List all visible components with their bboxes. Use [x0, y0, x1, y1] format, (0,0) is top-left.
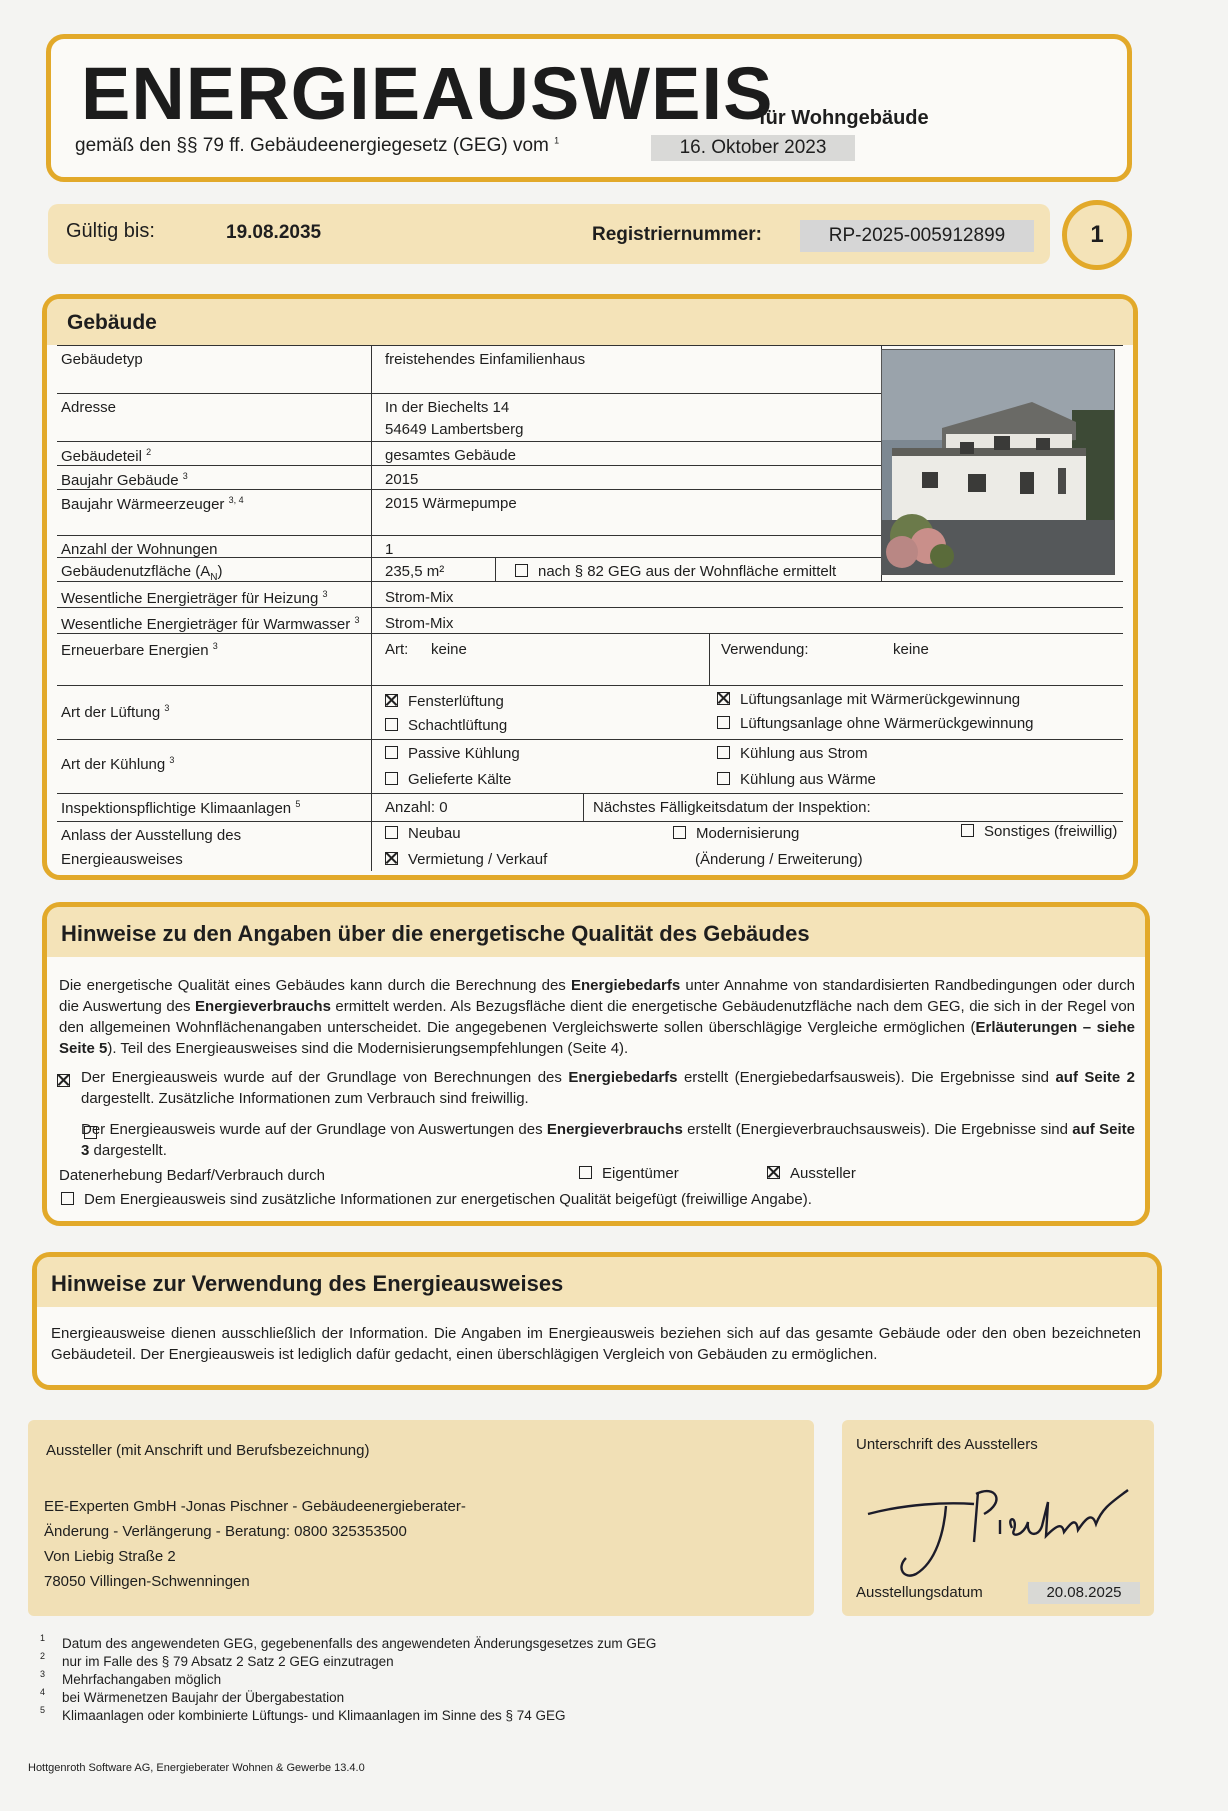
area-option-label: nach § 82 GEG aus der Wohnfläche ermittelt — [538, 563, 837, 580]
text: ). Teil des Energieausweises sind die Modernisierungsempfehlungen (Seite 4). — [107, 1040, 629, 1057]
text: dargestellt. — [89, 1142, 167, 1159]
law-text: gemäß den §§ 79 ff. Gebäudeenergiegesetz (GEG) vom — [75, 135, 549, 156]
usage-hints-header — [37, 1257, 1157, 1307]
checkbox[interactable] — [717, 772, 730, 785]
text: Erläuterungen – siehe Seite 5 — [59, 1019, 1136, 1057]
footnote-ref: 3 — [212, 641, 218, 651]
row-label: Gebäudenutzfläche $(A_N)$ — [61, 563, 223, 583]
document-title: ENERGIEAUSWEIS — [81, 52, 774, 135]
option-label: Kühlung aus Strom — [740, 745, 868, 762]
checkbox[interactable] — [717, 716, 730, 729]
option-modernisation[interactable] — [673, 825, 799, 842]
option-label: Vermietung / Verkauf — [408, 851, 548, 868]
text: ermittelt werden. Als Bezugsfläche dient die energetische Gebäudenutzfläche nach dem GEG, die sich in der Regel von den allgemeinen Wohnflächenangaben unterscheidet. Die angegebenen Vergleichswerte sollen überschlägige Vergleiche ermöglichen ( — [59, 998, 1136, 1036]
option-label: Eigentümer — [602, 1165, 679, 1182]
row-label — [61, 495, 244, 513]
table-line — [371, 345, 372, 871]
text: auf Seite 3 — [81, 1121, 1135, 1159]
footnote-ref: 2 — [146, 447, 152, 457]
footnote-ref: 3 — [354, 615, 360, 625]
row-label-text: Wesentliche Energieträger für Warmwasser — [61, 616, 351, 633]
consumption-certificate-text — [81, 1119, 1135, 1161]
checkbox[interactable] — [961, 824, 974, 837]
option-window-ventilation[interactable] — [385, 693, 504, 710]
registration-label: Registriernummer: — [592, 224, 762, 245]
row-value: 2015 Wärmepumpe — [385, 495, 517, 512]
row-label — [61, 703, 169, 721]
footnote-text: nur im Falle des § 79 Absatz 2 Satz 2 GEG einzutragen — [62, 1654, 394, 1669]
footnote-text: Mehrfachangaben möglich — [62, 1672, 222, 1687]
page-number-badge: 1 — [1062, 200, 1132, 270]
table-line — [57, 489, 883, 490]
checkbox-checked[interactable] — [385, 852, 398, 865]
row-label-text: Gebäudeteil — [61, 448, 142, 465]
table-line — [57, 393, 883, 394]
issue-date: 20.08.2025 — [1028, 1582, 1140, 1604]
row-label — [61, 755, 174, 773]
house-image — [882, 350, 1114, 574]
row-label-line1: Anlass der Ausstellung des — [61, 827, 242, 844]
issuer-line: Von Liebig Straße 2 — [44, 1548, 176, 1565]
modernisation-detail: (Änderung / Erweiterung) — [695, 851, 863, 868]
issue-date-label: Ausstellungsdatum — [856, 1584, 983, 1601]
law-footnote-ref: 1 — [554, 135, 560, 146]
footnote-ref: 3 — [182, 471, 188, 481]
option-label: Aussteller — [790, 1165, 856, 1182]
table-line — [57, 739, 1123, 740]
checkbox[interactable] — [673, 826, 686, 839]
row-value-line2: 54649 Lambertsberg — [385, 421, 524, 438]
footnote-ref: 3 — [164, 703, 170, 713]
option-label: Lüftungsanlage mit Wärmerückgewinnung — [740, 691, 1021, 708]
table-line — [57, 465, 883, 466]
row-label — [61, 615, 359, 633]
survey-label: Datenerhebung Bedarf/Verbrauch durch — [59, 1167, 326, 1184]
option-passive-cooling[interactable] — [385, 745, 520, 762]
option-owner[interactable] — [579, 1165, 679, 1182]
area-option[interactable] — [515, 563, 836, 580]
option-cooling-electric[interactable] — [717, 745, 868, 762]
checkbox[interactable] — [515, 564, 528, 577]
row-value: 2015 — [385, 471, 419, 488]
valid-until-date: 19.08.2035 — [226, 222, 322, 243]
building-section — [42, 294, 1138, 880]
option-cooling-heat[interactable] — [717, 771, 876, 788]
table-line — [583, 793, 584, 821]
signature-image — [866, 1472, 1136, 1582]
row-value: 1 — [385, 541, 394, 558]
option-label: Lüftungsanlage ohne Wärmerückgewinnung — [740, 715, 1034, 732]
row-label-text: Wesentliche Energieträger für Heizung — [61, 590, 319, 607]
building-section-header — [47, 299, 1133, 345]
row-label-text: Erneuerbare Energien — [61, 642, 209, 659]
row-label: Gebäudetyp — [61, 351, 143, 368]
row-label-text: Baujahr Gebäude — [61, 472, 179, 489]
text: Energieverbrauchs — [546, 1121, 683, 1138]
validity-bar — [48, 204, 1050, 264]
row-value: Strom-Mix — [385, 615, 454, 632]
signature-box — [842, 1420, 1154, 1616]
row-value: gesamtes Gebäude — [385, 447, 516, 464]
law-date: 16. Oktober 2023 — [651, 135, 855, 161]
table-line — [495, 557, 496, 581]
footnote-ref: 3 — [169, 755, 175, 765]
row-label: Anzahl der Wohnungen — [61, 541, 218, 558]
usage-hints-section — [32, 1252, 1162, 1390]
text: Die energetische Qualität eines Gebäudes kann durch die Berechnung des — [59, 977, 571, 994]
option-label: Kühlung aus Wärme — [740, 771, 876, 788]
document-header — [46, 34, 1132, 182]
renewable-type-label: Art: — [385, 641, 409, 658]
table-line — [57, 633, 1123, 634]
table-line — [57, 535, 883, 536]
checkbox[interactable] — [717, 746, 730, 759]
footnote — [40, 1705, 566, 1723]
text: Energieverbrauchs — [195, 998, 331, 1015]
option-ventilation-without-recovery[interactable] — [717, 715, 1034, 732]
quality-intro — [59, 975, 1135, 1059]
option-label: Modernisierung — [696, 825, 800, 842]
option-label: Dem Energieausweis sind zusätzliche Informationen zur energetischen Qualität beigefügt (freiwillige Angabe). — [84, 1191, 812, 1208]
valid-until-label: Gültig bis: — [66, 220, 155, 242]
renewable-type: keine — [431, 641, 467, 658]
option-label: Fensterlüftung — [408, 693, 504, 710]
table-line — [57, 345, 1123, 346]
row-label-text: Art der Kühlung — [61, 756, 166, 773]
option-label: Passive Kühlung — [408, 745, 520, 762]
law-reference — [75, 135, 559, 157]
option-other[interactable] — [961, 823, 1117, 840]
footnote — [40, 1651, 394, 1669]
text: erstellt (Energiebedarfsausweis). Die Ergebnisse sind — [677, 1069, 1056, 1086]
checkbox-checked[interactable] — [767, 1166, 780, 1179]
text: unter Annahme von standardisierten Randbedingungen oder durch die Auswertung des — [59, 977, 1135, 1015]
usage-hints-title: Hinweise zur Verwendung des Energieausweises — [51, 1271, 564, 1296]
table-line — [57, 685, 1123, 686]
option-label: Sonstiges (freiwillig) — [984, 823, 1118, 840]
issuer-line: EE-Experten GmbH -Jonas Pischner - Gebäudeenergieberater- — [44, 1498, 466, 1515]
building-photo — [881, 349, 1115, 575]
row-label — [61, 799, 300, 817]
row-value: In der Biechelts 14 — [385, 399, 510, 416]
registration-number: RP-2025-005912899 — [800, 220, 1034, 252]
option-label: Neubau — [408, 825, 461, 842]
footnote-number: 3 — [40, 1669, 46, 1679]
document-subtitle: für Wohngebäude — [759, 107, 929, 129]
handwritten-signature — [866, 1472, 1136, 1587]
footnote-ref: 5 — [295, 799, 301, 809]
area-subscript: N — [210, 572, 218, 583]
signature-label: Unterschrift des Ausstellers — [856, 1436, 1038, 1453]
text: auf Seite 2 — [1055, 1069, 1135, 1086]
footnote-number: 1 — [40, 1633, 46, 1643]
row-value: Strom-Mix — [385, 589, 454, 606]
issuer-label: Aussteller (mit Anschrift und Berufsbezeichnung) — [46, 1442, 370, 1459]
checkbox[interactable] — [385, 826, 398, 839]
usage-hints-text: Energieausweise dienen ausschließlich der Information. Die Angaben im Energieausweis beziehen sich auf das gesamte Gebäude oder den oben bezeichneten Gebäudeteil. Der Energieausweis ist lediglich dafür gedacht, einen überschlägigen Vergleich von Gebäuden zu ermöglichen. — [51, 1325, 1141, 1363]
footnote-text: Klimaanlagen oder kombinierte Lüftungs- und Klimaanlagen im Sinne des § 74 GEG — [62, 1708, 566, 1723]
text: Energiebedarfs — [568, 1069, 678, 1086]
option-rent-sale[interactable] — [385, 851, 547, 868]
option-new-building[interactable] — [385, 825, 461, 842]
quality-hints-title: Hinweise zu den Angaben über die energetische Qualität des Gebäudes — [61, 921, 810, 946]
building-section-title: Gebäude — [67, 311, 157, 334]
footnote-text: Datum des angewendeten GEG, gegebenenfalls des angewendeten Änderungsgesetzes zum GEG — [62, 1636, 657, 1651]
row-value: 235,5 m² — [385, 563, 445, 580]
checkbox-checked[interactable] — [717, 692, 730, 705]
footnote-ref: 3, 4 — [228, 495, 244, 505]
footnote — [40, 1669, 222, 1687]
issuer-box — [28, 1420, 814, 1616]
ac-next-inspection: Nächstes Fälligkeitsdatum der Inspektion: — [593, 799, 871, 816]
row-value: freistehendes Einfamilienhaus — [385, 351, 586, 368]
option-label: Schachtlüftung — [408, 717, 508, 734]
checkbox-demand-certificate[interactable] — [57, 1074, 70, 1087]
renewable-use: keine — [893, 641, 929, 658]
demand-certificate-text — [81, 1067, 1135, 1109]
footnote-number: 2 — [40, 1651, 46, 1661]
table-line — [57, 821, 1123, 822]
checkbox[interactable] — [579, 1166, 592, 1179]
footnote — [40, 1687, 345, 1705]
row-label: Adresse — [61, 399, 117, 416]
option-extra-info[interactable] — [61, 1191, 812, 1208]
issuer-line: Änderung - Verlängerung - Beratung: 0800 325353500 — [44, 1523, 407, 1540]
table-line — [57, 607, 1123, 608]
text: erstellt (Energieverbrauchsausweis). Die Ergebnisse sind — [682, 1121, 1073, 1138]
option-delivered-cold[interactable] — [385, 771, 511, 788]
row-label — [61, 641, 218, 659]
option-issuer[interactable] — [767, 1165, 856, 1182]
text: Der Energieausweis wurde auf der Grundlage von Auswertungen des — [81, 1121, 547, 1138]
footnote — [40, 1633, 657, 1651]
row-label-text: Inspektionspflichtige Klimaanlagen — [61, 800, 292, 817]
row-label-text: Gebäudenutzfläche (A — [61, 563, 211, 580]
row-label-text: Baujahr Wärmeerzeuger — [61, 496, 225, 513]
option-ventilation-with-recovery[interactable] — [717, 691, 1020, 708]
issuer-address — [44, 1494, 466, 1594]
footnote-number: 4 — [40, 1687, 46, 1697]
checkbox[interactable] — [61, 1192, 74, 1205]
checkbox[interactable] — [385, 718, 398, 731]
renewable-use-label: Verwendung: — [721, 641, 809, 658]
ac-count: Anzahl: 0 — [385, 799, 448, 816]
text: Der Energieausweis wurde auf der Grundlage von Berechnungen des — [81, 1069, 569, 1086]
checkbox-checked[interactable] — [385, 694, 398, 707]
footnote-number: 5 — [40, 1705, 46, 1715]
issuer-line: 78050 Villingen-Schwenningen — [44, 1573, 250, 1590]
table-line — [57, 441, 883, 442]
table-line — [709, 633, 710, 685]
quality-hints-section — [42, 902, 1150, 1226]
text: Energiebedarfs — [570, 977, 681, 994]
option-shaft-ventilation[interactable] — [385, 717, 507, 734]
row-label — [61, 447, 151, 465]
row-label-line2: Energieausweises — [61, 851, 183, 868]
footnote-text: bei Wärmenetzen Baujahr der Übergabestation — [62, 1690, 345, 1705]
software-credit: Hottgenroth Software AG, Energieberater Wohnen & Gewerbe 13.4.0 — [28, 1762, 365, 1774]
checkbox[interactable] — [385, 772, 398, 785]
checkbox[interactable] — [385, 746, 398, 759]
row-label-text: Art der Lüftung — [61, 704, 161, 721]
table-line — [57, 793, 1123, 794]
text: dargestellt. Zusätzliche Informationen zum Verbrauch sind freiwillig. — [81, 1090, 529, 1107]
quality-hints-header — [47, 907, 1145, 957]
footnote-ref: 3 — [322, 589, 328, 599]
option-label: Gelieferte Kälte — [408, 771, 512, 788]
row-label — [61, 589, 328, 607]
row-label — [61, 471, 188, 489]
